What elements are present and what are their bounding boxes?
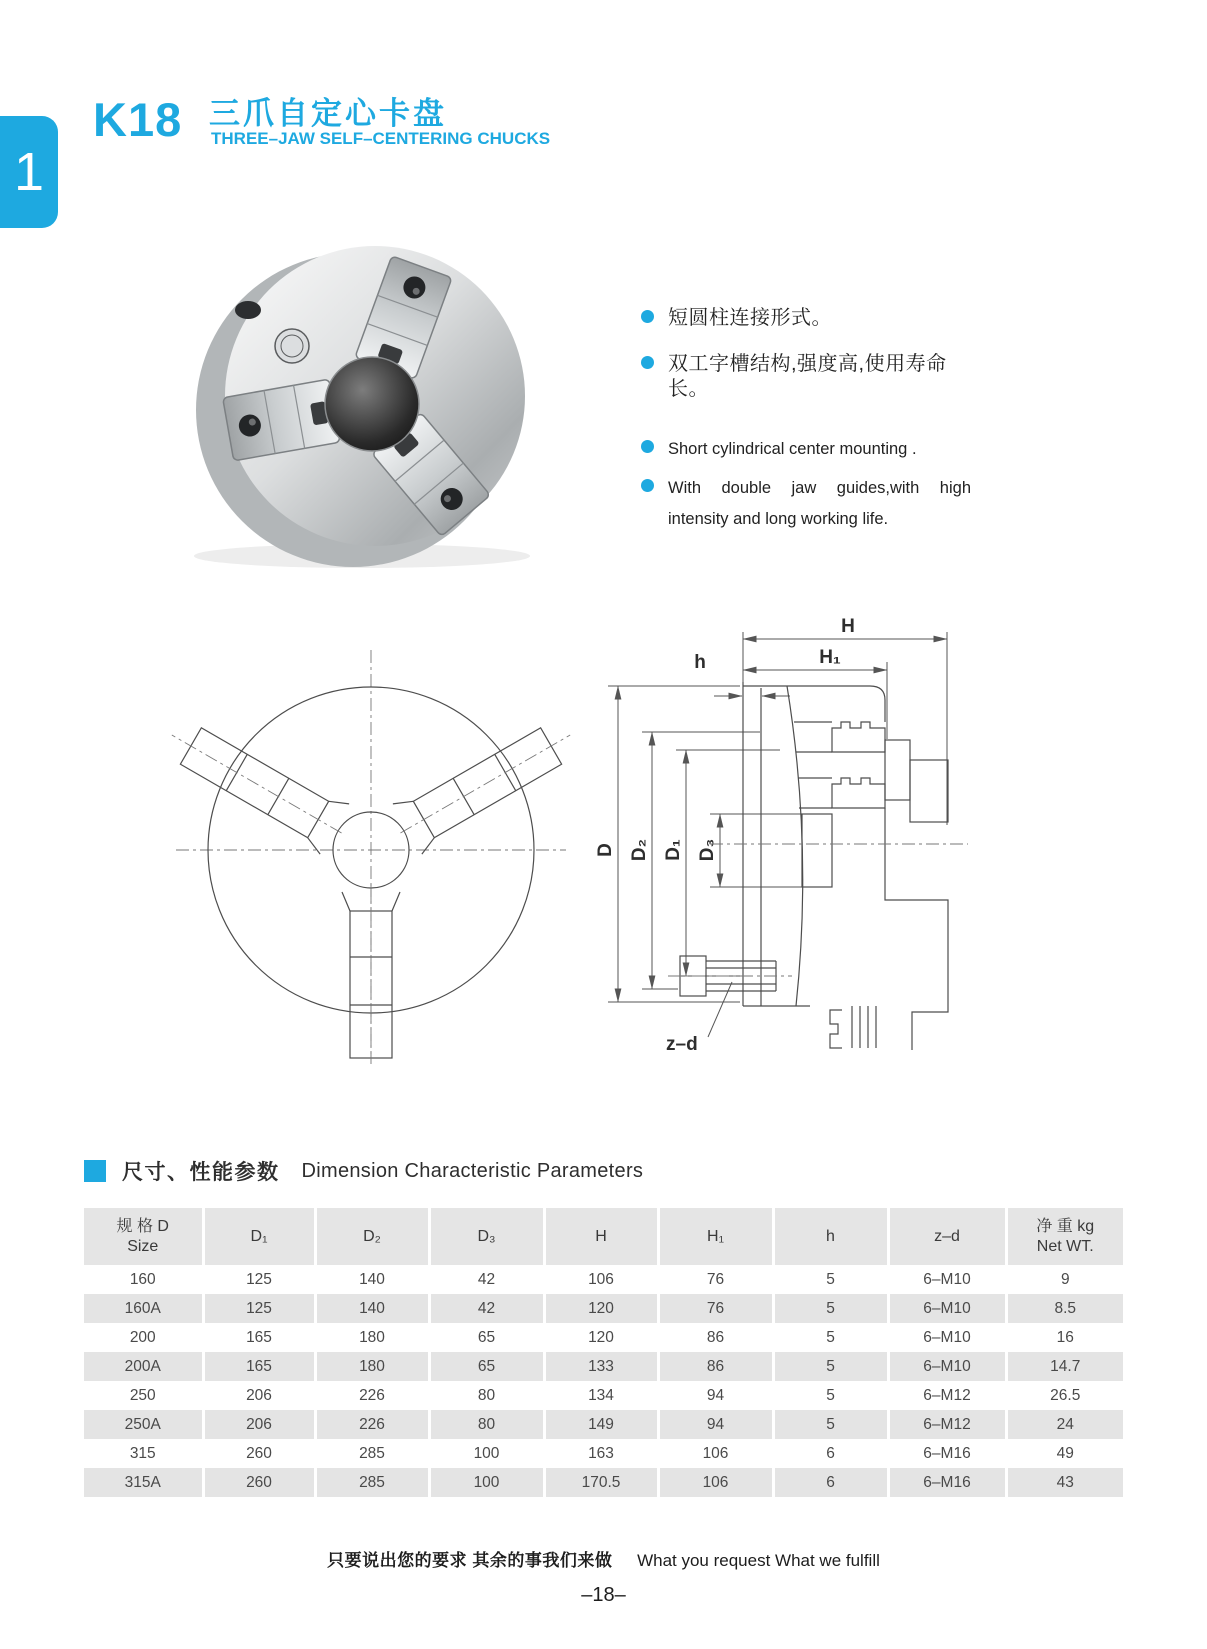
table-cell: 120 [544, 1294, 658, 1323]
table-cell: 226 [315, 1410, 429, 1439]
table-cell: 315 [129, 1444, 156, 1462]
footer-slogan [0, 1546, 1207, 1571]
table-cell: 315A [84, 1468, 203, 1497]
dim-label-zd: z–d [666, 1034, 698, 1055]
table-cell: 180 [315, 1352, 429, 1381]
table-cell: 165 [203, 1352, 315, 1381]
column-header: H [544, 1208, 658, 1265]
table-cell: 6–M12 [888, 1410, 1006, 1439]
column-header: D₃ [429, 1208, 544, 1265]
feature-item-en [641, 434, 981, 465]
section-bullet-square [84, 1160, 106, 1182]
chuck-photo-illustration [150, 238, 580, 573]
table-cell: 140 [315, 1265, 429, 1294]
table-cell: 6 [773, 1468, 888, 1497]
table-header-row [84, 1208, 1123, 1265]
dim-label-D1: D₁ [663, 839, 684, 861]
table-cell: 42 [429, 1265, 544, 1294]
bullet-dot-icon [641, 479, 654, 492]
table-cell: 163 [544, 1439, 658, 1468]
table-cell: 6–M10 [888, 1352, 1006, 1381]
bullet-dot-icon [641, 440, 654, 453]
table-row [84, 1439, 1123, 1468]
table-cell: 94 [658, 1381, 773, 1410]
table-cell: 76 [658, 1294, 773, 1323]
table-cell: 170.5 [544, 1468, 658, 1497]
product-title-zh: 三爪自定心卡盘 [209, 96, 447, 131]
feature-item-zh-text: 短圆柱连接形式。 [668, 307, 832, 329]
table-cell: 106 [658, 1439, 773, 1468]
section-view-drawing [580, 582, 982, 1064]
chapter-number: 1 [13, 142, 45, 202]
table-cell: 80 [429, 1410, 544, 1439]
dim-label-h: h [694, 652, 706, 673]
table-row [84, 1294, 1123, 1323]
table-cell: 285 [315, 1439, 429, 1468]
table-cell: 160 [129, 1270, 156, 1288]
feature-item-zh [641, 306, 981, 331]
table-cell: 140 [315, 1294, 429, 1323]
feature-list [641, 306, 981, 543]
table-cell: 125 [203, 1294, 315, 1323]
table-cell: 14.7 [1006, 1352, 1123, 1381]
table-cell: 6–M16 [888, 1439, 1006, 1468]
table-cell: 43 [1006, 1468, 1123, 1497]
table-row [84, 1323, 1123, 1352]
column-header: D₂ [315, 1208, 429, 1265]
params-section-title [84, 1156, 643, 1186]
table-cell: 260 [203, 1439, 315, 1468]
table-cell: 206 [203, 1410, 315, 1439]
table-cell: 6 [773, 1439, 888, 1468]
table-cell: 5 [773, 1265, 888, 1294]
table-cell: 125 [203, 1265, 315, 1294]
table-cell: 76 [658, 1265, 773, 1294]
table-cell: 133 [544, 1352, 658, 1381]
product-title-en: THREE–JAW SELF–CENTERING CHUCKS [211, 129, 551, 148]
feature-item-zh [641, 352, 981, 402]
footer-slogan-zh: 只要说出您的要求 其余的事我们来做 [327, 1551, 613, 1570]
page-number: –18– [581, 1584, 626, 1606]
table-cell: 6–M16 [888, 1468, 1006, 1497]
chapter-tab [0, 116, 58, 228]
dim-label-D2: D₂ [629, 838, 650, 862]
table-cell: 250 [129, 1386, 156, 1404]
table-cell: 5 [773, 1381, 888, 1410]
column-header: D₁ [203, 1208, 315, 1265]
feature-item-en-text: Short cylindrical center mounting . [668, 440, 917, 458]
column-header: h [773, 1208, 888, 1265]
feature-item-en [641, 473, 971, 535]
table-cell: 16 [1006, 1323, 1123, 1352]
table-cell: 165 [203, 1323, 315, 1352]
dim-label-H1: H₁ [819, 647, 841, 668]
table-cell: 80 [429, 1381, 544, 1410]
spec-table [84, 1208, 1123, 1497]
table-cell: 5 [773, 1323, 888, 1352]
table-cell: 5 [773, 1410, 888, 1439]
column-header: z–d [888, 1208, 1006, 1265]
dim-label-H: H [841, 616, 855, 637]
table-cell: 5 [773, 1294, 888, 1323]
table-cell: 120 [544, 1323, 658, 1352]
column-header: H₁ [658, 1208, 773, 1265]
feature-item-zh-text: 双工字槽结构,强度高,使用寿命长。 [668, 353, 947, 400]
table-cell: 8.5 [1006, 1294, 1123, 1323]
table-cell: 200A [84, 1352, 203, 1381]
table-cell: 65 [429, 1323, 544, 1352]
table-row [84, 1468, 1123, 1497]
model-code: K18 [93, 93, 183, 146]
table-cell: 160A [84, 1294, 203, 1323]
feature-list-zh [641, 306, 981, 402]
table-row [84, 1352, 1123, 1381]
table-cell: 100 [429, 1468, 544, 1497]
table-cell: 5 [773, 1352, 888, 1381]
front-view-drawing [153, 620, 577, 1064]
table-cell: 260 [203, 1468, 315, 1497]
table-cell: 86 [658, 1352, 773, 1381]
table-cell: 206 [203, 1381, 315, 1410]
bullet-dot-icon [641, 310, 654, 323]
table-cell: 134 [544, 1381, 658, 1410]
column-header: 净 重 kg Net WT. [1006, 1208, 1123, 1265]
table-cell: 180 [315, 1323, 429, 1352]
table-row [84, 1381, 1123, 1410]
table-cell: 200 [129, 1328, 156, 1346]
footer-slogan-en: What you request What we fulfill [637, 1551, 880, 1570]
table-cell: 6–M10 [888, 1323, 1006, 1352]
table-cell: 94 [658, 1410, 773, 1439]
table-cell: 9 [1006, 1265, 1123, 1294]
table-cell: 226 [315, 1381, 429, 1410]
table-cell: 106 [544, 1265, 658, 1294]
dim-label-D: D [595, 843, 616, 857]
table-cell: 86 [658, 1323, 773, 1352]
product-photo [150, 238, 580, 573]
table-cell: 6–M10 [888, 1265, 1006, 1294]
table-cell: 26.5 [1006, 1381, 1123, 1410]
feature-item-en-text: With double jaw guides,with high intensity and long working life. [668, 479, 971, 528]
table-cell: 6–M12 [888, 1381, 1006, 1410]
params-title-zh: 尺寸、性能参数 [122, 1161, 280, 1184]
table-row [84, 1410, 1123, 1439]
table-cell: 6–M10 [888, 1294, 1006, 1323]
table-cell: 250A [84, 1410, 203, 1439]
table-cell: 65 [429, 1352, 544, 1381]
column-header: 规 格 D Size [84, 1208, 203, 1265]
params-title-en: Dimension Characteristic Parameters [301, 1159, 644, 1182]
table-cell: 285 [315, 1468, 429, 1497]
table-cell: 149 [544, 1410, 658, 1439]
table-row [84, 1265, 1123, 1294]
table-cell: 49 [1006, 1439, 1123, 1468]
table-cell: 100 [429, 1439, 544, 1468]
feature-list-en [641, 434, 981, 535]
table-cell: 106 [658, 1468, 773, 1497]
table-cell: 42 [429, 1294, 544, 1323]
table-cell: 24 [1006, 1410, 1123, 1439]
dim-label-D3: D₃ [697, 838, 718, 862]
bullet-dot-icon [641, 356, 654, 369]
